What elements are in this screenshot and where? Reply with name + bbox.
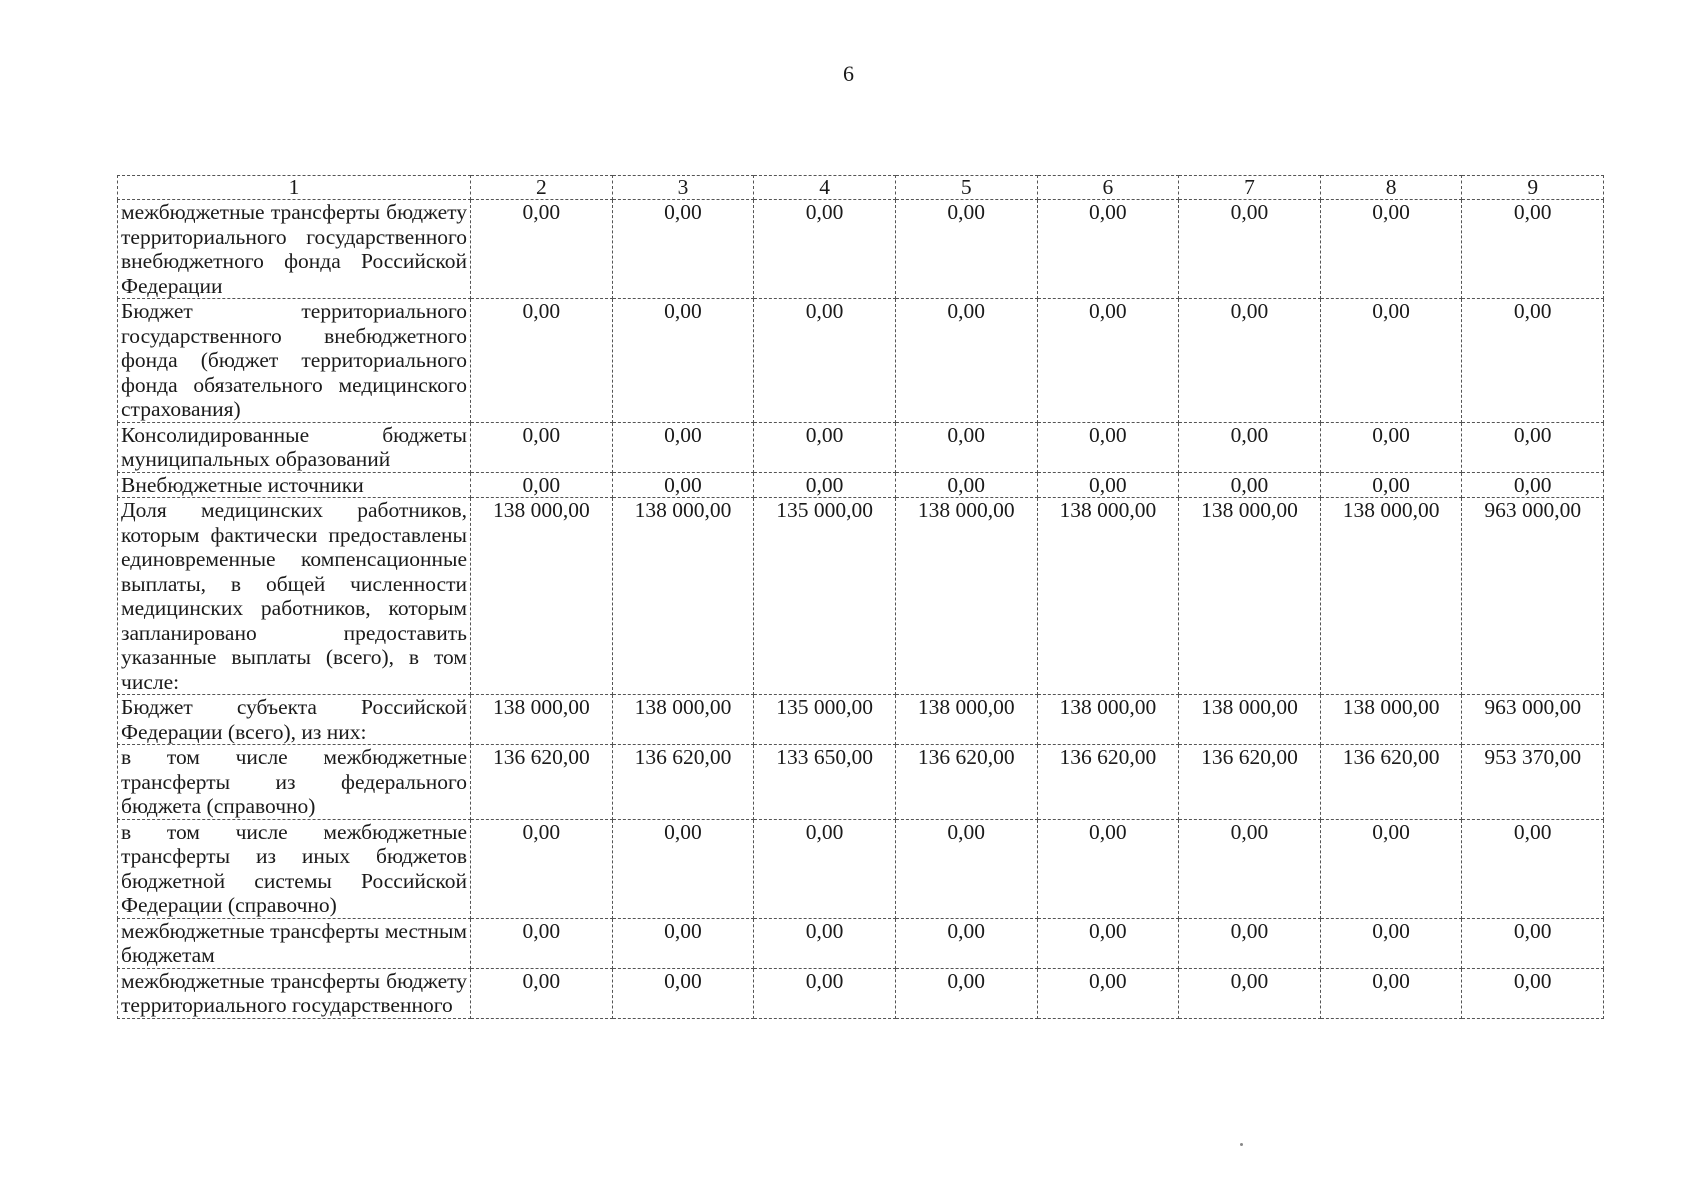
value-cell: 0,00 — [1037, 422, 1179, 472]
value-cell: 0,00 — [1037, 918, 1179, 968]
value-cell: 138 000,00 — [471, 498, 613, 695]
value-cell: 133 650,00 — [754, 745, 896, 820]
value-cell: 138 000,00 — [895, 695, 1037, 745]
row-label: межбюджетные трансферты местным бюджетам — [118, 918, 471, 968]
value-cell: 136 620,00 — [1037, 745, 1179, 820]
table-row — [118, 200, 1604, 299]
value-cell: 0,00 — [471, 918, 613, 968]
table-row — [118, 299, 1604, 423]
column-header: 9 — [1462, 176, 1604, 200]
value-cell: 0,00 — [1179, 472, 1321, 498]
value-cell: 138 000,00 — [895, 498, 1037, 695]
table-body — [118, 200, 1604, 1019]
value-cell: 0,00 — [895, 918, 1037, 968]
value-cell: 0,00 — [612, 968, 754, 1018]
table-row — [118, 819, 1604, 918]
value-cell: 0,00 — [471, 422, 613, 472]
table-row — [118, 498, 1604, 695]
value-cell: 0,00 — [1179, 968, 1321, 1018]
column-header: 3 — [612, 176, 754, 200]
value-cell: 138 000,00 — [1037, 695, 1179, 745]
value-cell: 0,00 — [1462, 299, 1604, 423]
row-label: в том числе межбюджетные трансферты из иных бюджетов бюджетной системы Российской Федерации (справочно) — [118, 819, 471, 918]
value-cell: 138 000,00 — [1037, 498, 1179, 695]
row-label: Доля медицинских работников, которым фактически предоставлены единовременные компенсационные выплаты, в общей численности медицинских работников, которым запланировано предоставить указанные выплаты (всего), в том числе: — [118, 498, 471, 695]
value-cell: 0,00 — [895, 299, 1037, 423]
header-row — [118, 176, 1604, 200]
value-cell: 0,00 — [612, 200, 754, 299]
value-cell: 0,00 — [1462, 422, 1604, 472]
row-label: межбюджетные трансферты бюджету территориального государственного — [118, 968, 471, 1018]
page-number: 6 — [843, 61, 854, 86]
value-cell: 0,00 — [1037, 472, 1179, 498]
column-header: 2 — [471, 176, 613, 200]
row-label: Бюджет территориального государственного внебюджетного фонда (бюджет территориального фонда обязательного медицинского страхования) — [118, 299, 471, 423]
value-cell: 138 000,00 — [1320, 498, 1462, 695]
value-cell: 0,00 — [754, 918, 896, 968]
value-cell: 953 370,00 — [1462, 745, 1604, 820]
table-row — [118, 745, 1604, 820]
value-cell: 0,00 — [1179, 918, 1321, 968]
value-cell: 0,00 — [1320, 819, 1462, 918]
value-cell: 0,00 — [612, 918, 754, 968]
value-cell: 0,00 — [1320, 200, 1462, 299]
value-cell: 138 000,00 — [1179, 695, 1321, 745]
value-cell: 0,00 — [754, 819, 896, 918]
value-cell: 0,00 — [1179, 422, 1321, 472]
value-cell: 0,00 — [1462, 472, 1604, 498]
value-cell: 0,00 — [1320, 968, 1462, 1018]
table-row — [118, 918, 1604, 968]
value-cell: 0,00 — [471, 200, 613, 299]
value-cell: 0,00 — [754, 968, 896, 1018]
value-cell: 0,00 — [1462, 200, 1604, 299]
value-cell: 0,00 — [1320, 472, 1462, 498]
value-cell: 138 000,00 — [471, 695, 613, 745]
row-label: Консолидированные бюджеты муниципальных образований — [118, 422, 471, 472]
row-label: Бюджет субъекта Российской Федерации (всего), из них: — [118, 695, 471, 745]
table-header — [118, 176, 1604, 200]
value-cell: 0,00 — [1462, 819, 1604, 918]
value-cell: 0,00 — [1179, 299, 1321, 423]
value-cell: 963 000,00 — [1462, 498, 1604, 695]
value-cell: 0,00 — [1179, 200, 1321, 299]
value-cell: 0,00 — [471, 968, 613, 1018]
column-header: 4 — [754, 176, 896, 200]
value-cell: 0,00 — [1037, 819, 1179, 918]
column-header: 7 — [1179, 176, 1321, 200]
value-cell: 136 620,00 — [895, 745, 1037, 820]
column-header: 5 — [895, 176, 1037, 200]
value-cell: 136 620,00 — [1320, 745, 1462, 820]
value-cell: 0,00 — [754, 422, 896, 472]
row-label: межбюджетные трансферты бюджету территориального государственного внебюджетного фонда Российской Федерации — [118, 200, 471, 299]
value-cell: 0,00 — [754, 472, 896, 498]
value-cell: 0,00 — [1037, 200, 1179, 299]
value-cell: 0,00 — [612, 819, 754, 918]
value-cell: 0,00 — [1320, 299, 1462, 423]
value-cell: 0,00 — [895, 472, 1037, 498]
value-cell: 963 000,00 — [1462, 695, 1604, 745]
table-row — [118, 472, 1604, 498]
value-cell: 0,00 — [1037, 968, 1179, 1018]
value-cell: 138 000,00 — [612, 498, 754, 695]
value-cell: 0,00 — [1037, 299, 1179, 423]
value-cell: 0,00 — [895, 422, 1037, 472]
scan-speck — [1240, 1143, 1243, 1146]
value-cell: 0,00 — [471, 819, 613, 918]
value-cell: 136 620,00 — [471, 745, 613, 820]
value-cell: 0,00 — [1179, 819, 1321, 918]
value-cell: 0,00 — [1462, 968, 1604, 1018]
row-label: в том числе межбюджетные трансферты из федерального бюджета (справочно) — [118, 745, 471, 820]
value-cell: 0,00 — [754, 200, 896, 299]
column-header: 8 — [1320, 176, 1462, 200]
value-cell: 0,00 — [612, 422, 754, 472]
value-cell: 138 000,00 — [1179, 498, 1321, 695]
value-cell: 0,00 — [895, 968, 1037, 1018]
table-row — [118, 422, 1604, 472]
table-row — [118, 695, 1604, 745]
column-header: 1 — [118, 176, 471, 200]
value-cell: 135 000,00 — [754, 498, 896, 695]
value-cell: 0,00 — [895, 200, 1037, 299]
value-cell: 0,00 — [1320, 918, 1462, 968]
budget-table — [117, 175, 1604, 1019]
value-cell: 136 620,00 — [612, 745, 754, 820]
value-cell: 135 000,00 — [754, 695, 896, 745]
value-cell: 0,00 — [754, 299, 896, 423]
value-cell: 0,00 — [471, 472, 613, 498]
value-cell: 0,00 — [612, 472, 754, 498]
value-cell: 136 620,00 — [1179, 745, 1321, 820]
value-cell: 0,00 — [1462, 918, 1604, 968]
value-cell: 0,00 — [1320, 422, 1462, 472]
column-header: 6 — [1037, 176, 1179, 200]
value-cell: 0,00 — [612, 299, 754, 423]
value-cell: 138 000,00 — [612, 695, 754, 745]
table-row — [118, 968, 1604, 1018]
value-cell: 0,00 — [471, 299, 613, 423]
value-cell: 138 000,00 — [1320, 695, 1462, 745]
value-cell: 0,00 — [895, 819, 1037, 918]
row-label: Внебюджетные источники — [118, 472, 471, 498]
